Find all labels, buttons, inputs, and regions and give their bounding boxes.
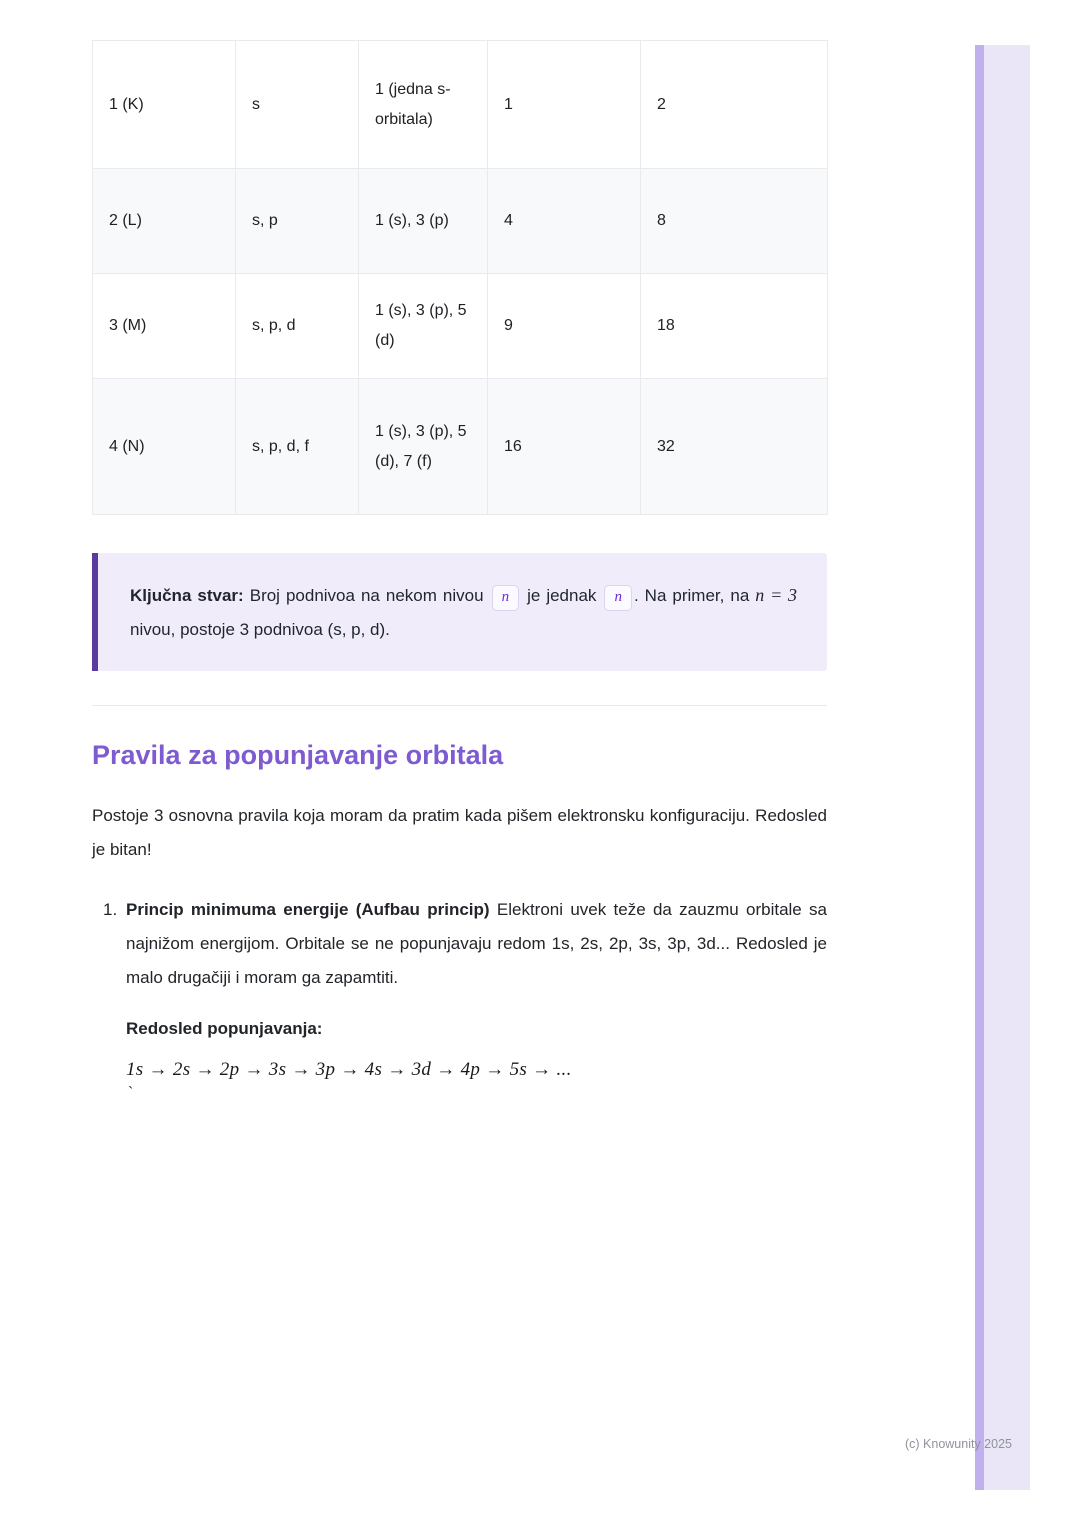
table-cell-orbitals: 1 (s), 3 (p)	[359, 169, 488, 274]
page-edge-decoration	[975, 45, 1030, 1490]
list-item-body	[126, 893, 827, 995]
table-cell-max-electrons: 2	[641, 41, 828, 169]
callout-text: je jednak	[521, 586, 603, 605]
table-cell-orbital-count: 16	[488, 379, 641, 515]
rules-ordered-list	[92, 893, 827, 995]
page-edge-line	[975, 45, 984, 1490]
page-content	[92, 0, 827, 1103]
energy-levels-table	[92, 40, 828, 515]
table-cell-orbitals: 1 (s), 3 (p), 5 (d)	[359, 274, 488, 379]
callout-text: . Na primer, na	[633, 586, 756, 605]
list-item-text: Elektroni uvek teže da zauzmu orbitale sa najnižom energijom. Orbitale se ne popunjavaju redom 1s, 2s, 2p, 3s, 3p, 3d... Redosled je malo drugačiji i moram ga zapamtiti.	[126, 900, 828, 987]
table-cell-level: 4 (N)	[93, 379, 236, 515]
aufbau-order-formula: 1s → 2s → 2p → 3s → 3p → 4s → 3d → 4p → 5s → ...	[126, 1059, 572, 1080]
list-item-number: 1.	[103, 900, 118, 919]
list-item-title: Princip minimuma energije (Aufbau princip)	[126, 900, 490, 919]
table-cell-level: 1 (K)	[93, 41, 236, 169]
section-divider	[92, 705, 827, 706]
list-item	[92, 893, 827, 995]
key-point-callout	[92, 553, 827, 671]
inline-code-chip-n: n	[492, 585, 520, 611]
callout-text: Broj podnivoa na nekom nivou	[243, 586, 490, 605]
section-heading: Pravila za popunjavanje orbitala	[92, 740, 504, 770]
table-cell-orbitals: 1 (s), 3 (p), 5 (d), 7 (f)	[359, 379, 488, 515]
callout-label: Ključna stvar:	[130, 586, 244, 605]
inline-code-chip-n: n	[604, 585, 632, 611]
table-cell-level: 2 (L)	[93, 169, 236, 274]
section-intro-paragraph: Postoje 3 osnovna pravila koja moram da pratim kada pišem elektronsku konfiguraciju. Redosled je bitan!	[92, 806, 827, 859]
table-cell-sublevels: s, p, d	[236, 274, 359, 379]
table-row	[93, 169, 828, 274]
page-edge-fill	[984, 45, 1030, 1490]
table-cell-max-electrons: 18	[641, 274, 828, 379]
copyright-notice: (c) Knowunity 2025	[904, 1437, 1012, 1451]
table-cell-level: 3 (M)	[93, 274, 236, 379]
table-row	[93, 41, 828, 169]
filling-order-label: Redosled popunjavanja:	[126, 1019, 323, 1038]
table-cell-sublevels: s	[236, 41, 359, 169]
table-cell-orbital-count: 4	[488, 169, 641, 274]
table-cell-max-electrons: 8	[641, 169, 828, 274]
callout-text: nivou, postoje 3 podnivoa (s, p, d).	[130, 620, 390, 639]
table-row	[93, 274, 828, 379]
stray-backtick: `	[128, 1085, 134, 1102]
table-cell-max-electrons: 32	[641, 379, 828, 515]
inline-math-n-equals-3: n = 3	[755, 585, 797, 605]
table-cell-sublevels: s, p	[236, 169, 359, 274]
table-cell-sublevels: s, p, d, f	[236, 379, 359, 515]
table-cell-orbitals: 1 (jedna s-orbitala)	[359, 41, 488, 169]
table-cell-orbital-count: 1	[488, 41, 641, 169]
table-cell-orbital-count: 9	[488, 274, 641, 379]
table-row	[93, 379, 828, 515]
